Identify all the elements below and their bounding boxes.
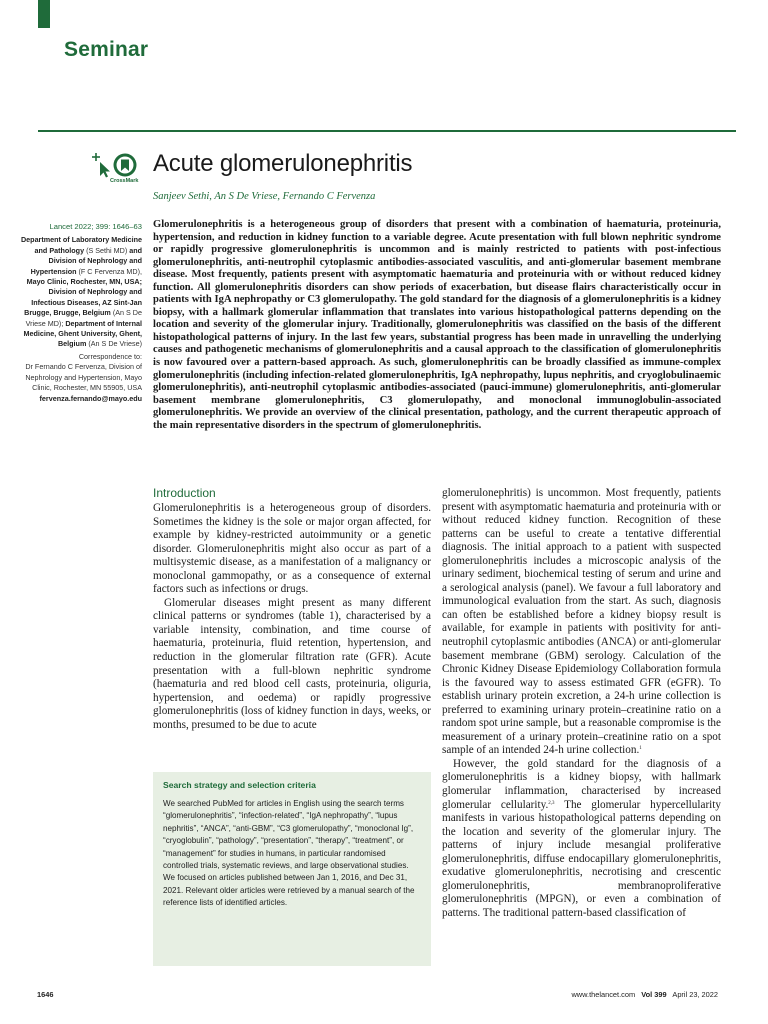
- panel-text: We searched PubMed for articles in English using the search terms “glomerulonephritis”, “infection-related”, “IgA nephropathy”, “lupus nephritis”, “ANCA”, “anti-GBM”, “C3 glomerulopathy”, “monoclonal Ig”, “cryoglobulin”, “pathology”, “presentation”, “therapy”, “treatment”, or “management” for studies in humans, in particular randomised controlled trials, systematic reviews, and large observational studies. We focused on articles published between Jan 1, 2016, and Dec 31, 2021. Relevant older articles were retrieved by a manual search of the reference lists of identified articles.: [163, 799, 415, 908]
- header-rule: [38, 130, 736, 132]
- search-strategy-panel: [153, 772, 431, 966]
- page-number: 1646: [37, 990, 54, 999]
- footer-volume: Vol 399: [641, 990, 667, 999]
- cursor-icon: [90, 152, 112, 178]
- paragraph: Glomerulonephritis is a heterogeneous group of disorders. Sometimes the kidney is the sole or major organ affected, for example by kidney-restricted autoimmunity or a genetic disorder. Glomerulonephritis might also occur as part of a multisystemic disease, as a manifestation of a malignancy or monoclonal gammopathy, or as a consequence of external factors such as infections or drugs.: [153, 502, 431, 596]
- crossmark-badge[interactable]: [90, 152, 144, 190]
- footer-site[interactable]: www.thelancet.com: [571, 990, 636, 999]
- affiliations: Department of Laboratory Medicine and Pathology (S Sethi MD) and Division of Nephrology and Hypertension (F C Fervenza MD), Mayo Clinic, Rochester, MN, USA; Division of Nephrology and Infectious Diseases, AZ Sint-Jan Brugge, Brugge, Belgium (An S De Vriese MD); Department of Internal Medicine, Ghent University, Ghent, Belgium (An S De Vriese): [20, 235, 142, 349]
- crossmark-icon: [112, 152, 138, 178]
- paragraph: Glomerular diseases might present as many different clinical patterns or syndromes (table 1), characterised by a variable intensity, combination, and time course of haematuria, proteinuria, fluid retention, hypertension, and reduction in the glomerular filtration rate (GFR). Acute presentation with a full-blown nephritic syndrome (haematuria and red blood cell casts, proteinuria, oliguria, hypertension, and oedema) or rapidly progressive glomerulonephritis (loss of kidney function in days, weeks, or months, presumed to be due to acute: [153, 596, 431, 731]
- article-authors: Sanjeev Sethi, An S De Vriese, Fernando C Fervenza: [153, 191, 376, 202]
- section-label: Seminar: [64, 38, 149, 61]
- correspondence-address: Dr Fernando C Fervenza, Division of Nephrology and Hypertension, Mayo Clinic, Rochester, MN 55905, USA: [25, 362, 142, 393]
- paragraph: However, the gold standard for the diagnosis of a glomerulonephritis is a kidney biopsy, with hallmark glomerular inflammation, characterised by increased glomerular cellularity.$^{2,3}$ The glomerular hypercellularity manifests in various histopathological patterns depending on the location and severity of the glomerular injury. The patterns of injury include mesangial proliferative glomerulonephritis, diffuse endocapillary glomerulonephritis, exudative glomerulonephritis, necrotising and crescentic glomerulonephritis, membranoproliferative glomerulonephritis (MPGN), or even a combination of patterns. The traditional pattern-based classification of: [442, 757, 721, 919]
- panel-title: Search strategy and selection criteria: [163, 780, 316, 790]
- paragraph: glomerulonephritis) is uncommon. Most frequently, patients present with asymptomatic haematuria and proteinuria with or without reduced kidney function. Recognition of these patterns can be useful to create a tentative differential diagnosis. The initial approach to a patient with suspected glomerulonephritis includes a microscopic analysis of the urinary sediment, biochemical testing of serum and urine and a serological analysis (panel). We favour a full laboratory and immunological evaluation from the start. As such, diagnosis can often be established before a kidney biopsy result is available, for example in patients with positivity for anti-neutrophil cytoplasmic antibodies (ANCA) or anti-glomerular basement membrane (GBM) serology. Calculation of the Chronic Kidney Disease Epidemiology Collaboration formula is the favoured way to assess estimated GFR (eGFR). To establish urinary protein excretion, a 24-h urine collection is preferred to examining urinary protein–creatinine ratio on a random spot urine sample, but a reasonable compromise is the measurement of a urinary protein–creatinine ratio on a spot sample of an intended 24-h urine collection.$^1$: [442, 487, 721, 757]
- footer-date: April 23, 2022: [672, 990, 718, 999]
- section-heading-introduction: Introduction: [153, 486, 216, 500]
- footer-journal-info: [571, 990, 718, 999]
- reference-marker[interactable]: 1: [639, 746, 642, 752]
- abstract: Glomerulonephritis is a heterogeneous group of disorders that present with a combination of haematuria, proteinuria, hypertension, and reduction in kidney function to a variable degree. Acute presentation with full blown nephritic syndrome or rapidly progressive glomerulonephritis is uncommon and is mainly restricted to patients with post-infectious glomerulonephritis, anti-neutrophil cytoplasmic antibodies-associated vasculitis, and anti-glomerular basement membrane disease. Most frequently, patients present with asymptomatic haematuria and proteinuria with or without reduced kidney function. All glomerulonephritis disorders can show periods of exacerbation, but disease flairs characteristically occur in patients with IgA nephropathy or C3 glomerulopathy. The gold standard for the diagnosis of a glomerulonephritis is a kidney biopsy, with a hallmark glomerular inflammation that translates into various histopathological patterns depending on the location and severity of the glomerular injury. Traditionally, glomerulonephritis was classified on the basis of the different histopathological patterns of injury. In the last few years, substantial progress has been made in unravelling the underlying causes and pathogenetic mechanisms of glomerulonephritis and a causal approach to the classification of glomerulonephritis is now favoured over a pattern-based approach. As such, glomerulonephritis can be broadly classified as immune-complex glomerulonephritis (including infection-related glomerulonephritis, IgA nephropathy, lupus nephritis, and cryoglobulinaemic glomerulonephritis), anti-neutrophil cytoplasmic antibodies-associated (pauci-immune) glomerulonephritis, anti-glomerular basement membrane glomerulonephritis, C3 glomerulopathy, and monoclonal immunoglobulin-associated glomerulonephritis. We provide an overview of the clinical presentation, pathology, and the current therapeutic approach of the main representative disorders in the spectrum of glomerulonephritis.: [153, 219, 721, 431]
- article-sidebar: [20, 222, 142, 404]
- citation: Lancet 2022; 399: 1646–63: [49, 222, 142, 231]
- correspondence-label: Correspondence to:: [78, 351, 142, 361]
- body-column-right: [442, 487, 721, 921]
- crossmark-label: CrossMark: [110, 178, 139, 184]
- section-color-tab: [38, 0, 50, 28]
- correspondence-email[interactable]: fervenza.fernando@mayo.edu: [39, 393, 142, 403]
- body-column-left: [153, 486, 431, 732]
- reference-marker[interactable]: 2,3: [548, 800, 555, 806]
- article-title: Acute glomerulonephritis: [153, 150, 413, 177]
